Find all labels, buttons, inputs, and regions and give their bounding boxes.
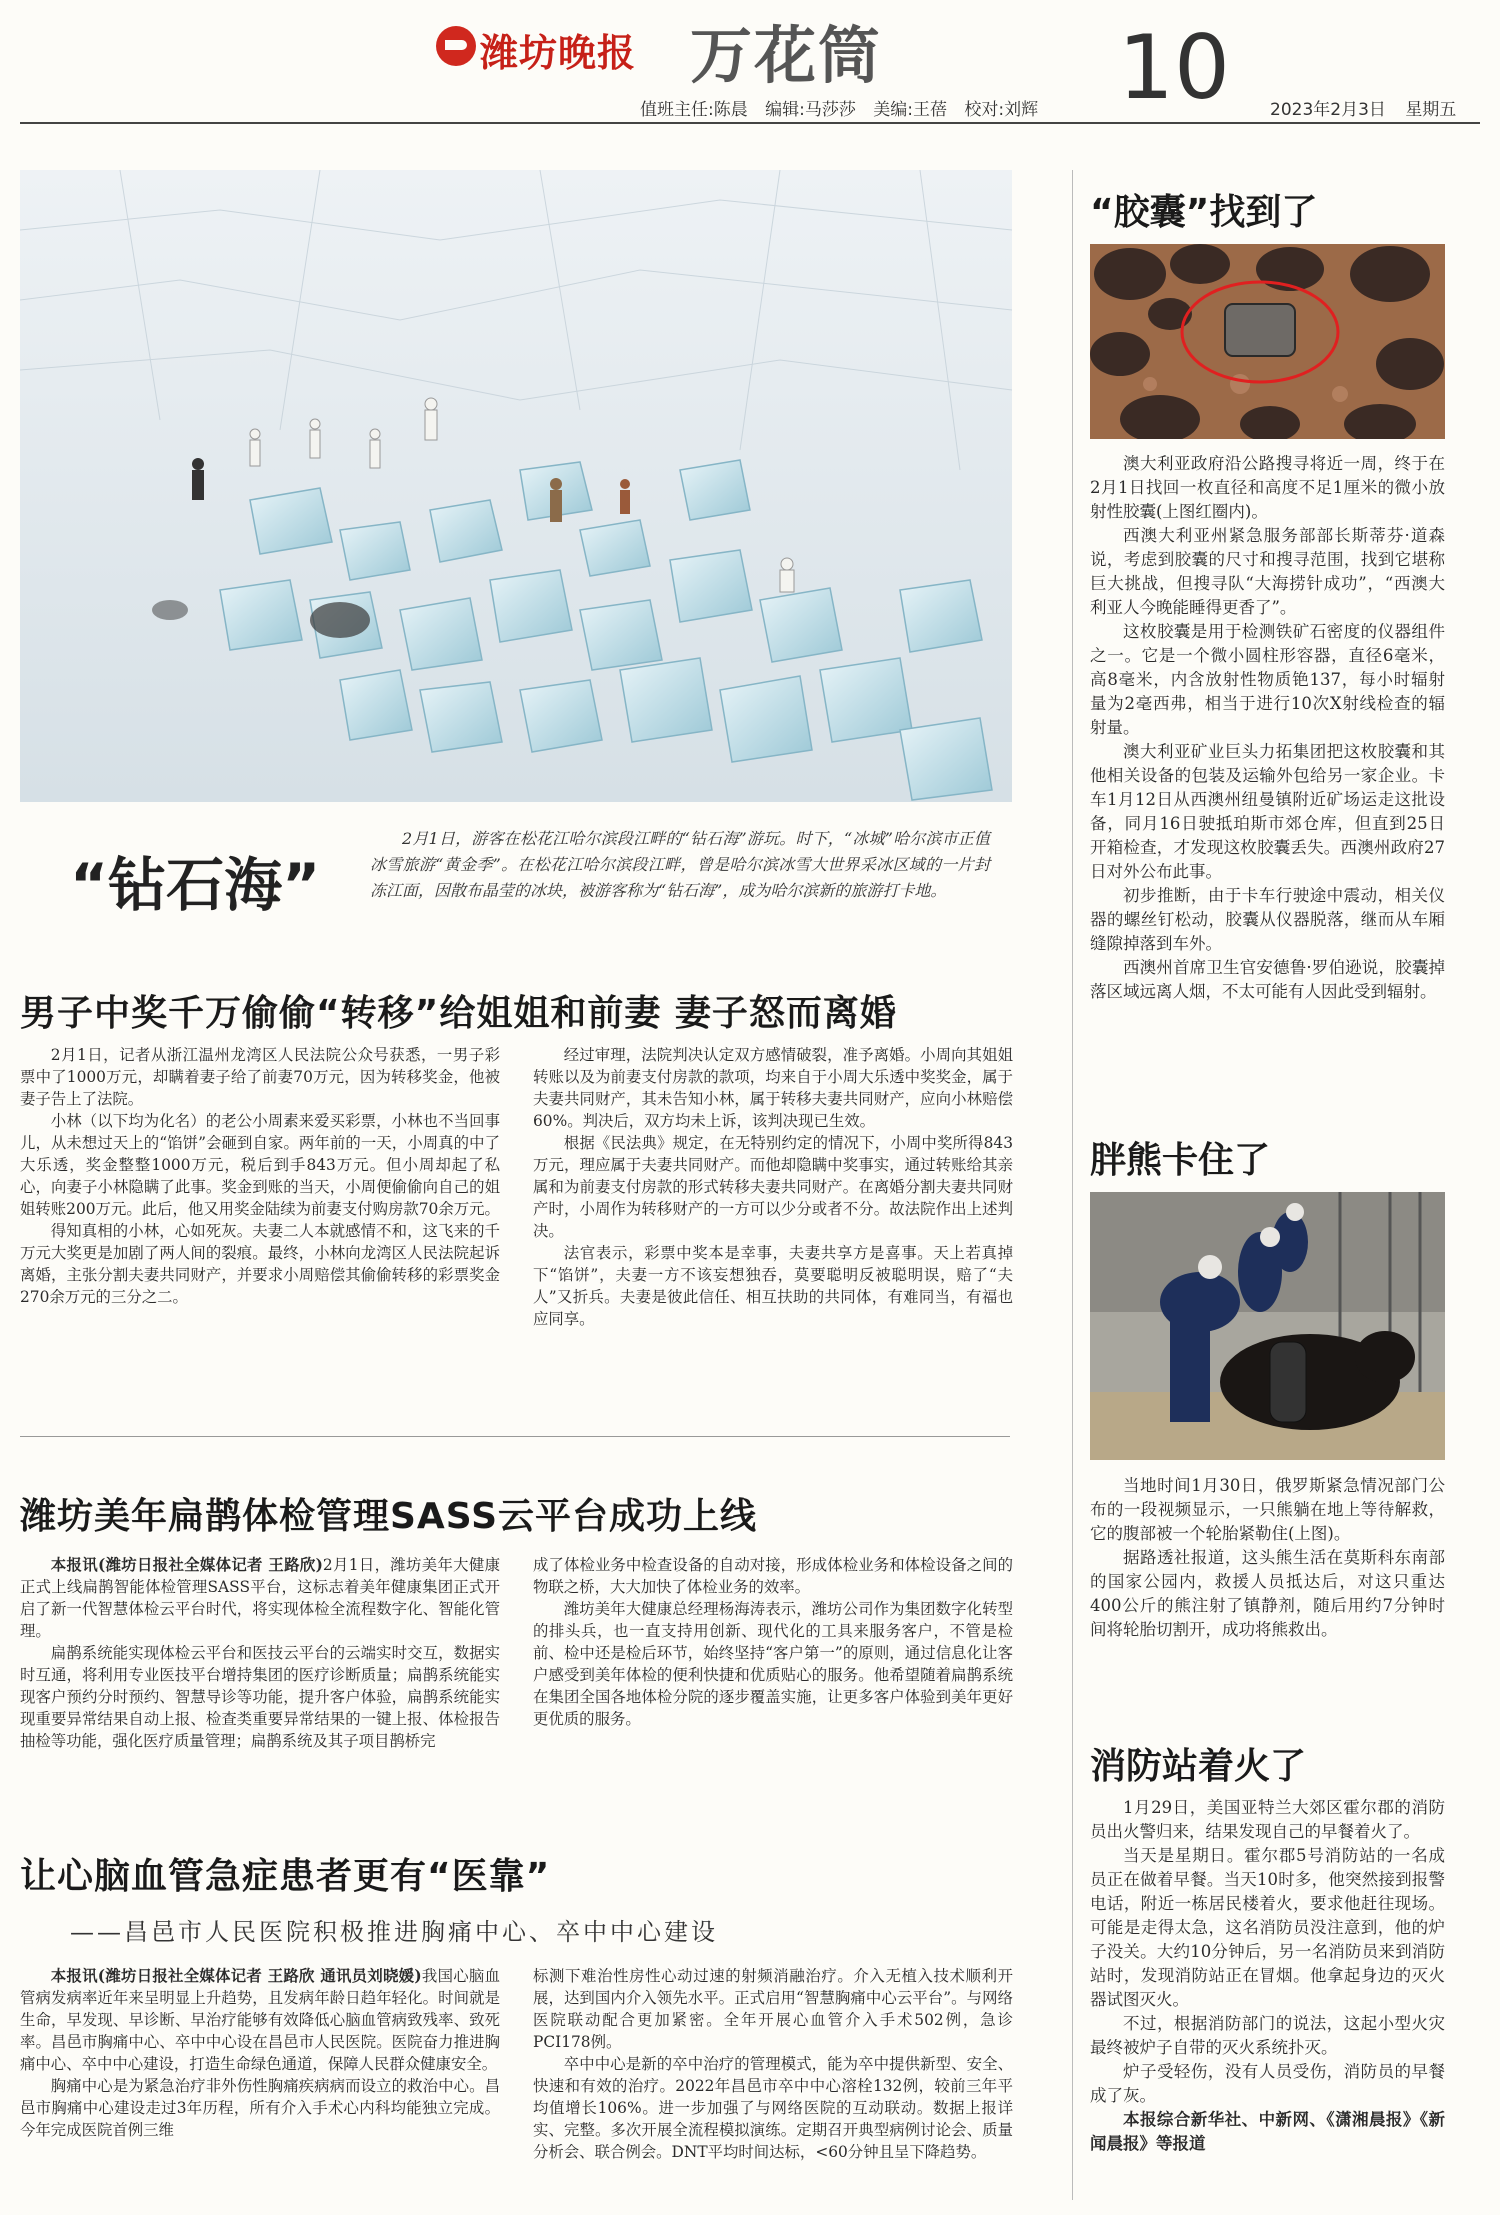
section-divider — [20, 1436, 1010, 1437]
paragraph: 不过，根据消防部门的说法，这起小型火灾最终被炉子自带的灭火系统扑灭。 — [1090, 2014, 1445, 2057]
credit-proofreader: 校对:刘辉 — [964, 100, 1039, 120]
capsule-illustration — [1090, 244, 1445, 439]
masthead-rule — [20, 122, 1480, 124]
tire — [1270, 1342, 1306, 1422]
page-number: 10 — [1118, 16, 1230, 119]
fire-station-article — [1090, 1796, 1445, 2211]
photo-caption: 2月1日，游客在松花江哈尔滨段江畔的“钻石海”游玩。时下，“冰城”哈尔滨市正值冰雪旅游“黄金季”。在松花江哈尔滨段江畔，曾是哈尔滨冰雪大世界采冰区域的一片封冻江面，因散布晶莹的冰块，被游客称为“钻石海”，成为哈尔滨新的旅游打卡地。 — [370, 829, 990, 900]
byline: 本报讯(潍坊日报社全媒体记者 王路欣 通讯员刘晓媛) — [50, 1967, 422, 1985]
paragraph: 得知真相的小林，心如死灰。夫妻二人本就感情不和，这飞来的千万元大奖更是加剧了两人间的裂痕。最终，小林向龙湾区人民法院起诉离婚，主张分割夫妻共同财产，并要求小周赔偿其偷偷转移的彩票奖金270余万元的三分之二。 — [20, 1222, 500, 1306]
bear-illustration — [1090, 1192, 1445, 1460]
credit-editor: 编辑:马莎莎 — [765, 100, 856, 120]
paragraph: 本报讯(潍坊日报社全媒体记者 王路欣)2月1日，潍坊美年大健康正式上线扁鹊智能体检管理SASS平台，这标志着美年健康集团正式开启了新一代智慧体检云平台时代，将实现体检全流程数字化、智能化管理。 — [20, 1556, 500, 1640]
paragraph: 当地时间1月30日，俄罗斯紧急情况部门公布的一段视频显示，一只熊躺在地上等待解救，它的腹部被一个轮胎紧勒住(上图)。 — [1090, 1476, 1445, 1543]
byline: 本报讯(潍坊日报社全媒体记者 王路欣) — [50, 1556, 323, 1574]
lottery-article-right — [533, 1044, 1013, 1416]
source-note: 本报综合新华社、中新网、《潇湘晨报》《新闻晨报》等报道 — [1090, 2110, 1445, 2153]
paragraph: 法官表示，彩票中奖本是幸事，夫妻共享方是喜事。天上若真掉下“馅饼”，夫妻一方不该妄想独吞，莫要聪明反被聪明误，赔了“夫人”又折兵。夫妻是彼此信任、相互扶助的共同体，有难同当，有福也应同享。 — [533, 1244, 1013, 1328]
ice-field-illustration — [20, 170, 1012, 802]
capsule-object — [1225, 304, 1295, 356]
health-platform-article-right — [533, 1554, 1013, 1802]
cardio-article-right — [533, 1965, 1013, 2205]
health-platform-article-left — [20, 1554, 500, 1802]
paragraph: 当天是星期日。霍尔郡5号消防站的一名成员正在做着早餐。当天10时多，他突然接到报警电话，附近一栋居民楼着火，要求他赶往现场。可能是走得太急，这名消防员没注意到，他的炉子没关。大约10分钟后，另一名消防员来到消防站时，发现消防站正在冒烟。他拿起身边的灭火器试图灭火。 — [1090, 1846, 1445, 2009]
paragraph: 西澳大利亚州紧急服务部部长斯蒂芬·道森说，考虑到胶囊的尺寸和搜寻范围，找到它堪称巨大挑战，但搜寻队“大海捞针成功”，“西澳大利亚人今晚能睡得更香了”。 — [1090, 526, 1445, 617]
fire-station-headline: 消防站着火了 — [1090, 1746, 1307, 1787]
column-divider — [1072, 170, 1073, 2200]
paragraph: 成了体检业务中检查设备的自动对接，形成体检业务和体检设备之间的物联之桥，大大加快了体检业务的效率。 — [533, 1556, 1013, 1596]
capsule-headline: “胶囊”找到了 — [1090, 192, 1318, 233]
bear-article — [1090, 1474, 1445, 1744]
credit-duty-editor: 值班主任:陈晨 — [640, 100, 748, 120]
cardio-headline: 让心脑血管急症患者更有“医靠” — [20, 1856, 551, 1897]
newspaper-name: 潍坊晚报 — [480, 31, 637, 75]
paragraph: 澳大利亚矿业巨头力拓集团把这枚胶囊和其他相关设备的包装及运输外包给另一家企业。卡车1月12日从西澳州纽曼镇附近矿场运走这批设备，同月16日驶抵珀斯市郊仓库，但直到25日开箱检查，才发现这枚胶囊丢失。西澳州政府27日对外公布此事。 — [1090, 742, 1445, 881]
issue-weekday: 星期五 — [1405, 100, 1457, 120]
paragraph: 据路透社报道，这头熊生活在莫斯科东南部的国家公园内，救援人员抵达后，对这只重达400公斤的熊注射了镇静剂，随后用约7分钟时间将轮胎切割开，成功将熊救出。 — [1090, 1548, 1445, 1639]
paragraph: 初步推断，由于卡车行驶途中震动，相关仪器的螺丝钉松动，胶囊从仪器脱落，继而从车厢缝隙掉落到车外。 — [1090, 886, 1445, 953]
lottery-headline: 男子中奖千万偷偷“转移”给姐姐和前妻 妻子怒而离婚 — [20, 993, 897, 1034]
paragraph: 本报讯(潍坊日报社全媒体记者 王路欣 通讯员刘晓媛)我国心脑血管病发病率近年来呈明显上升趋势，且发病年龄日趋年轻化。时间就是生命，早发现、早诊断、早治疗能够有效降低心脑血管病致残率、致死率。昌邑市胸痛中心、卒中中心设在昌邑市人民医院。医院奋力推进胸痛中心、卒中中心建设，打造生命绿色通道，保障人民群众健康安全。 — [20, 1967, 500, 2073]
paragraph: 澳大利亚政府沿公路搜寻将近一周，终于在2月1日找回一枚直径和高度不足1厘米的微小放射性胶囊(上图红圈内)。 — [1090, 454, 1445, 521]
paragraph: 小林（以下均为化名）的老公小周素来爱买彩票，小林也不当回事儿，从未想过天上的“馅饼”会砸到自家。两年前的一天，小周真的中了大乐透，奖金整整1000万元，税后到手843万元。但小周却起了私心，向妻子小林隐瞒了此事。奖金到账的当天，小周便偷偷向自己的姐姐转账200万元。此后，他又用奖金陆续为前妻支付购房款70余万元。 — [20, 1112, 500, 1218]
paragraph: 胸痛中心是为紧急治疗非外伤性胸痛疾病病而设立的救治中心。昌邑市胸痛中心建设走过3年历程，所有介入手术心内科均能独立完成。今年完成医院首例三维 — [20, 2077, 500, 2139]
cardio-subheadline: ——昌邑市人民医院积极推进胸痛中心、卒中中心建设 — [70, 1918, 718, 1946]
lottery-article-left — [20, 1044, 500, 1416]
paragraph: 1月29日，美国亚特兰大郊区霍尔郡的消防员出火警归来，结果发现自己的早餐着火了。 — [1090, 1798, 1445, 1841]
editor-credits — [640, 95, 1050, 120]
paragraph: 西澳州首席卫生官安德鲁·罗伯逊说，胶囊掉落区域远离人烟，不太可能有人因此受到辐射。 — [1090, 958, 1445, 1001]
cardio-article-left — [20, 1965, 500, 2205]
diamond-sea-photo — [20, 170, 1012, 802]
paragraph: 2月1日，记者从浙江温州龙湾区人民法院公众号获悉，一男子彩票中了1000万元，却瞒着妻子给了前妻70万元，因为转移奖金，他被妻子告上了法院。 — [20, 1046, 500, 1108]
paragraph: 扁鹊系统能实现体检云平台和医技云平台的云端实时交互，数据实时互通，将利用专业医技平台增持集团的医疗诊断质量；扁鹊系统能实现客户预约分时预约、智慧导诊等功能，提升客户体验，扁鹊系统能实现重要异常结果自动上报、检查类重要异常结果的一键上报、体检报告抽检等功能，强化医疗质量管理；扁鹊系统及其子项目鹊桥完 — [20, 1644, 500, 1750]
section-title: 万花筒 — [690, 19, 883, 92]
issue-date: 2023年2月3日 — [1270, 100, 1386, 120]
bear-photo — [1090, 1192, 1445, 1460]
capsule-photo — [1090, 244, 1445, 439]
paragraph: 经过审理，法院判决认定双方感情破裂，准予离婚。小周向其姐姐转账以及为前妻支付房款的款项，均来自于小周大乐透中奖奖金，属于夫妻共同财产，其未告知小林，属于转移夫妻共同财产，应向小林赔偿60%。判决后，双方均未上诉，该判决现已生效。 — [533, 1046, 1013, 1130]
credit-art-editor: 美编:王蓓 — [873, 100, 948, 120]
dateline — [1270, 95, 1470, 120]
paragraph: 炉子受轻伤，没有人员受伤，消防员的早餐成了灰。 — [1090, 2062, 1445, 2105]
paragraph: 这枚胶囊是用于检测铁矿石密度的仪器组件之一。它是一个微小圆柱形容器，直径6毫米，高8毫米，内含放射性物质铯137，每小时辐射量为2毫西弗，相当于进行10次X射线检查的辐射量。 — [1090, 622, 1445, 737]
photo-title: “钻石海” — [70, 851, 321, 919]
health-platform-headline: 潍坊美年扁鹊体检管理SASS云平台成功上线 — [20, 1496, 758, 1537]
capsule-article — [1090, 452, 1445, 1112]
paragraph: 潍坊美年大健康总经理杨海涛表示，潍坊公司作为集团数字化转型的排头兵，也一直支持用创新、现代化的工具来服务客户，不管是检前、检中还是检后环节，始终坚持“客户第一”的原则，通过信息化让客户感受到美年体检的便利快捷和优质贴心的服务。他希望随着扁鹊系统在集团全国各地体检分院的逐步覆盖实施，让更多客户体验到美年更好更优质的服务。 — [533, 1600, 1013, 1728]
newspaper-logo-icon — [436, 26, 476, 66]
paragraph: 卒中中心是新的卒中治疗的管理模式，能为卒中提供新型、安全、快速和有效的治疗。2022年昌邑市卒中中心溶栓132例，较前三年平均值增长106%。进一步加强了与网络医院的互动联动。数据上报详实、完整。多次开展全流程模拟演练。定期召开典型病例讨论会、质量分析会、联合例会。DNT平均时间达标，<60分钟且呈下降趋势。 — [533, 2055, 1013, 2161]
paragraph: 根据《民法典》规定，在无特别约定的情况下，小周中奖所得843万元，理应属于夫妻共同财产。而他却隐瞒中奖事实，通过转账给其亲属和为前妻支付房款的形式转移夫妻共同财产。在离婚分割夫妻共同财产时，小周作为转移财产的一方可以少分或者不分。故法院作出上述判决。 — [533, 1134, 1013, 1240]
bear-headline: 胖熊卡住了 — [1090, 1140, 1271, 1181]
paragraph: 标测下难治性房性心动过速的射频消融治疗。介入无植入技术顺利开展，达到国内介入领先水平。正式启用“智慧胸痛中心云平台”。与网络医院联动配合更加紧密。全年开展心血管介入手术502例，急诊PCI178例。 — [533, 1967, 1013, 2051]
